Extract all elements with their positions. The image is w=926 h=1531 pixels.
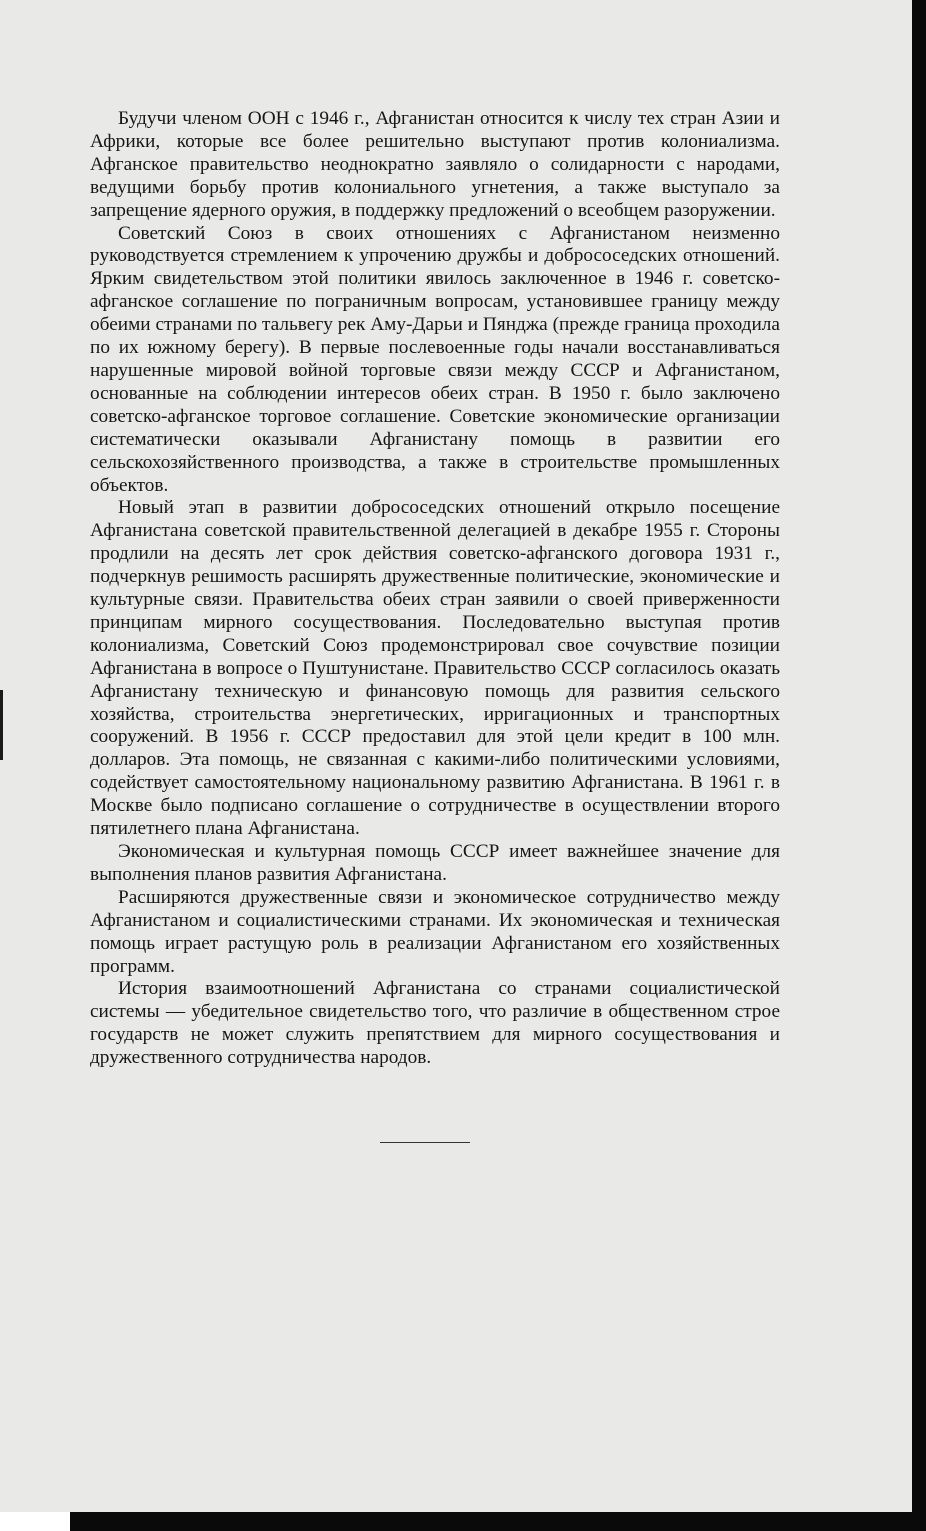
paragraph-economic-aid: Экономическая и культурная помощь СССР имеет важнейшее значение для выполнения планов развития Афганистана. xyxy=(90,841,780,885)
body-text xyxy=(90,108,780,1070)
paragraph-new-stage: Новый этап в развитии добрососедских отношений открыло посещение Афганистана советской правительственной делегацией в декабре 1955 г. Стороны продлили на десять лет срок действия советско-афганского договора 1931 г., подчеркнув решимость расширять дружественные политические, экономические и культурные связи. Правительства обеих стран заявили о своей приверженности принципам мирного сосуществования. Последовательно выступая против колониализма, Советский Союз продемонстрировал свое сочувствие позиции Афганистана в вопросе о Пуштунистане. Правительство СССР согласилось оказать Афганистану техническую и финансовую помощь для развития сельского хозяйства, строительства энергетических, ирригационных и транспортных сооружений. В 1956 г. СССР предоставил для этой цели кредит в 100 млн. долларов. Эта помощь, не связанная с какими-либо политическими условиями, содействует самостоятельному национальному развитию Афганистана. В 1961 г. в Москве было подписано соглашение о сотрудничестве в осуществлении второго пятилетнего плана Афганистана. xyxy=(90,497,780,840)
paragraph-history-conclusion: История взаимоотношений Афганистана со странами социалистической системы — убедительное свидетельство того, что различие в общественном строе государств не может служить препятствием для мирного сосуществования и дружественного сотрудничества народов. xyxy=(90,978,780,1069)
scan-edge-mark xyxy=(0,690,3,760)
scan-border-right xyxy=(912,0,926,1531)
paragraph-soviet-relations: Советский Союз в своих отношениях с Афганистаном неизменно руководствуется стремлением к упрочению дружбы и добрососедских отношений. Ярким свидетельством этой политики явилось заключенное в 1946 г. советско-афганское соглашение по пограничным вопросам, установившее границу между обеими странами по тальвегу рек Аму-Дарьи и Пянджа (прежде граница проходила по их южному берегу). В первые послевоенные годы начали восстанавливаться нарушенные мировой войной торговые связи между СССР и Афганистаном, основанные на соблюдении интересов обеих стран. В 1950 г. было заключено советско-афганское торговое соглашение. Советские экономические организации систематически оказывали Афганистану помощь в развитии его сельскохозяйственного производства, а также в строительстве промышленных объектов. xyxy=(90,222,780,496)
paragraph-socialist-cooperation: Расширяются дружественные связи и экономическое сотрудничество между Афганистаном и социалистическими странами. Их экономическая и техническая помощь играет растущую роль в реализации Афганистаном его хозяйственных программ. xyxy=(90,886,780,977)
section-end-rule xyxy=(380,1142,470,1143)
paragraph-un-membership: Будучи членом ООН с 1946 г., Афганистан относится к числу тех стран Азии и Африки, которые все более решительно выступают против колониализма. Афганское правительство неоднократно заявляло о солидарности с народами, ведущими борьбу против колониального угнетения, а также выступало за запрещение ядерного оружия, в поддержку предложений о всеобщем разоружении. xyxy=(90,108,780,221)
scan-border-bottom xyxy=(70,1512,926,1531)
